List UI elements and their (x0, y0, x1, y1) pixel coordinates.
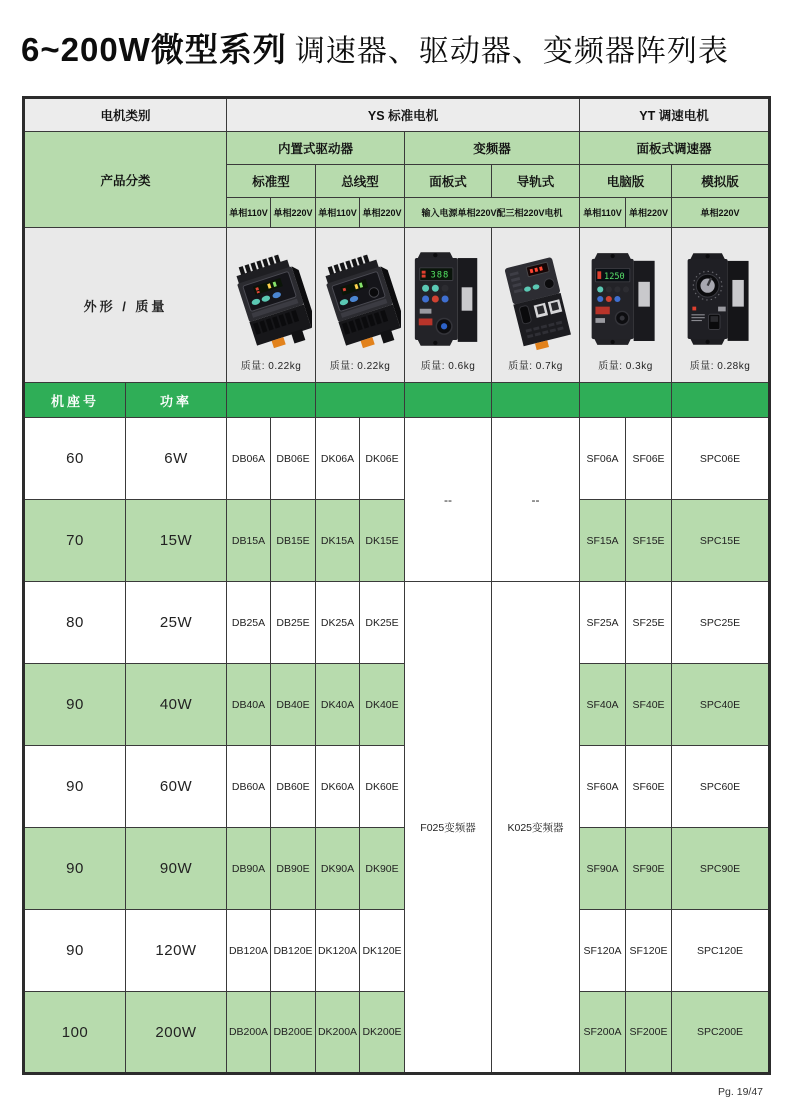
model-cell: DB15A (227, 500, 271, 582)
inverter-input-header: 输入电源单相220V配三相220V电机 (405, 198, 580, 228)
model-cell: SF60A (580, 746, 626, 828)
frame-cell: 90 (24, 910, 126, 992)
product-category-header: 产品分类 (24, 132, 227, 228)
model-cell: SF200E (626, 992, 672, 1074)
model-cell: SF120A (580, 910, 626, 992)
model-cell: DK60A (316, 746, 360, 828)
power-cell: 60W (126, 746, 227, 828)
power-cell: 25W (126, 582, 227, 664)
standard-type-header: 标准型 (227, 165, 316, 198)
model-cell: SF06E (626, 418, 672, 500)
power-cell: 90W (126, 828, 227, 910)
standard-driver-photo (230, 244, 312, 354)
power-cell: 6W (126, 418, 227, 500)
frame-label: 机座号 (24, 383, 126, 418)
model-cell: SF40A (580, 664, 626, 746)
computer-weight: 质量: 0.3kg (598, 361, 653, 372)
bus-driver-photo (319, 244, 401, 354)
model-cell: SF15E (626, 500, 672, 582)
yt-motor-header: YT 调速电机 (580, 98, 770, 132)
frame-power-header-row (24, 383, 770, 418)
subtitle: 调速器、驱动器、变频器阵列表 (294, 35, 729, 68)
header-row-motor-type (24, 98, 770, 132)
series-title: 6~200W微型系列 (21, 31, 287, 68)
model-cell: DB25A (227, 582, 271, 664)
panel-inverter-na-cell: -- (405, 418, 492, 582)
computer-controller-cell (580, 228, 672, 383)
model-cell: SF200A (580, 992, 626, 1074)
std-110v-header: 单相110V (227, 198, 271, 228)
model-cell: SF25A (580, 582, 626, 664)
frame-cell: 80 (24, 582, 126, 664)
computer-version-header: 电脑版 (580, 165, 672, 198)
table-row (24, 582, 770, 664)
model-cell: DK90A (316, 828, 360, 910)
model-cell: DB15E (271, 500, 316, 582)
panel-type-header: 面板式 (405, 165, 492, 198)
model-cell: SPC90E (672, 828, 770, 910)
k025-inverter-cell: K025变频器 (492, 582, 580, 1074)
model-cell: DK40E (360, 664, 405, 746)
f025-inverter-cell: F025变频器 (405, 582, 492, 1074)
model-cell: DK120A (316, 910, 360, 992)
model-cell: DB40A (227, 664, 271, 746)
rail-inverter-photo (497, 244, 575, 354)
model-cell: SPC120E (672, 910, 770, 992)
model-cell: SPC06E (672, 418, 770, 500)
frame-cell: 90 (24, 746, 126, 828)
model-cell: DK60E (360, 746, 405, 828)
frame-cell: 70 (24, 500, 126, 582)
power-cell: 15W (126, 500, 227, 582)
appearance-row (24, 228, 770, 383)
standard-driver-cell (227, 228, 316, 383)
table-row (24, 746, 770, 828)
panel-weight: 质量: 0.6kg (420, 361, 476, 372)
frame-cell: 60 (24, 418, 126, 500)
model-cell: SF120E (626, 910, 672, 992)
computer-controller-photo (584, 244, 668, 354)
green-spacer-rail (492, 383, 580, 418)
green-spacer-computer (580, 383, 672, 418)
green-spacer-panel (405, 383, 492, 418)
model-cell: DB120A (227, 910, 271, 992)
model-cell: SPC60E (672, 746, 770, 828)
model-cell: SPC25E (672, 582, 770, 664)
table-row (24, 992, 770, 1074)
model-cell: DB06E (271, 418, 316, 500)
model-cell: DK25E (360, 582, 405, 664)
standard-weight: 质量: 0.22kg (240, 361, 302, 372)
pc-110v-header: 单相110V (580, 198, 626, 228)
rail-type-header: 导轨式 (492, 165, 580, 198)
ys-motor-header: YS 标准电机 (227, 98, 580, 132)
model-cell: DK200E (360, 992, 405, 1074)
model-cell: SPC40E (672, 664, 770, 746)
panel-inverter-cell (405, 228, 492, 383)
model-cell: DB60A (227, 746, 271, 828)
table-row (24, 500, 770, 582)
model-cell: SF25E (626, 582, 672, 664)
std-220v-header: 单相220V (271, 198, 316, 228)
model-cell: DB200A (227, 992, 271, 1074)
analog-controller-cell (672, 228, 770, 383)
green-spacer-standard (227, 383, 316, 418)
frame-cell: 100 (24, 992, 126, 1074)
table-row (24, 828, 770, 910)
model-cell: DK40A (316, 664, 360, 746)
model-cell: DK06A (316, 418, 360, 500)
model-cell: DB60E (271, 746, 316, 828)
model-cell: DK200A (316, 992, 360, 1074)
analog-220v-header: 单相220V (672, 198, 770, 228)
page-title (21, 24, 729, 71)
power-label: 功率 (126, 383, 227, 418)
model-cell: SF90A (580, 828, 626, 910)
page-number: Pg. 19/47 (718, 1086, 763, 1098)
pc-220v-header: 单相220V (626, 198, 672, 228)
model-cell: SPC15E (672, 500, 770, 582)
model-cell: DB200E (271, 992, 316, 1074)
model-cell: DK15A (316, 500, 360, 582)
svg-text:388: 388 (430, 270, 450, 281)
model-cell: SF90E (626, 828, 672, 910)
rail-inverter-cell (492, 228, 580, 383)
panel-inverter-photo (409, 244, 487, 354)
panel-speed-controller-header: 面板式调速器 (580, 132, 770, 165)
model-cell: SF60E (626, 746, 672, 828)
bus-weight: 质量: 0.22kg (329, 361, 391, 372)
motor-category-header: 电机类别 (24, 98, 227, 132)
product-matrix-table (22, 96, 771, 1075)
table-row (24, 664, 770, 746)
inverter-header: 变频器 (405, 132, 580, 165)
model-cell: DB40E (271, 664, 316, 746)
power-cell: 120W (126, 910, 227, 992)
model-cell: DB120E (271, 910, 316, 992)
power-cell: 40W (126, 664, 227, 746)
rail-weight: 质量: 0.7kg (508, 361, 563, 372)
green-spacer-analog (672, 383, 770, 418)
rail-inverter-na-cell: -- (492, 418, 580, 582)
bus-type-header: 总线型 (316, 165, 405, 198)
model-cell: SPC200E (672, 992, 770, 1074)
green-spacer-bus (316, 383, 405, 418)
model-cell: SF06A (580, 418, 626, 500)
model-cell: SF40E (626, 664, 672, 746)
frame-cell: 90 (24, 664, 126, 746)
builtin-driver-header: 内置式驱动器 (227, 132, 405, 165)
model-cell: DK90E (360, 828, 405, 910)
table-row (24, 418, 770, 500)
model-cell: SF15A (580, 500, 626, 582)
model-cell: DK06E (360, 418, 405, 500)
model-cell: DK120E (360, 910, 405, 992)
bus-110v-header: 单相110V (316, 198, 360, 228)
model-cell: DB90A (227, 828, 271, 910)
frame-cell: 90 (24, 828, 126, 910)
svg-text:1250: 1250 (603, 271, 625, 282)
model-cell: DK25A (316, 582, 360, 664)
model-cell: DB90E (271, 828, 316, 910)
analog-weight: 质量: 0.28kg (689, 361, 751, 372)
model-cell: DK15E (360, 500, 405, 582)
analog-controller-photo (680, 244, 760, 354)
power-cell: 200W (126, 992, 227, 1074)
model-cell: DB25E (271, 582, 316, 664)
analog-version-header: 模拟版 (672, 165, 770, 198)
bus-driver-cell (316, 228, 405, 383)
header-row-product-group (24, 132, 770, 165)
model-cell: DB06A (227, 418, 271, 500)
table-row (24, 910, 770, 992)
bus-220v-header: 单相220V (360, 198, 405, 228)
appearance-label: 外形 / 质量 (24, 228, 227, 383)
